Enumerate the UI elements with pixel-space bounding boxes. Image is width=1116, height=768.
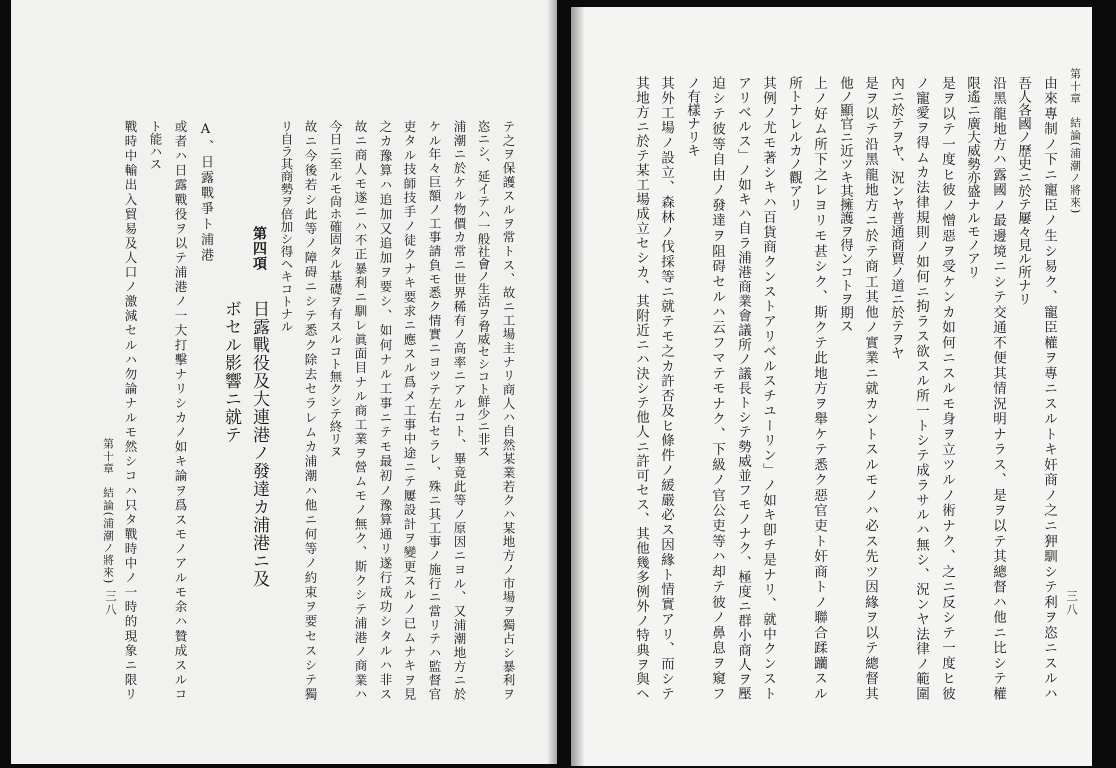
text-column: 他ノ顯官ニ近ツキ其擁護ヲ得ンコトヲ期ス — [837, 76, 853, 333]
text-column: 限遙ニ廣大威勢亦盛ナルモノアリ — [964, 76, 980, 279]
page-number: 三八 — [104, 590, 118, 617]
text-column: ノ有樣ナリキ — [684, 76, 700, 157]
text-column: 迫シテ彼等自由ノ發達ヲ阻碍セルハ云フマテモナク、下級ノ官公吏等ハ却テ彼ノ鼻息ヲ窺フ — [709, 76, 725, 700]
text-column: 其地方ニ於テ某工場成立セシカ、其附近ニハ決シテ他人ニ許可セス、其他幾多例外ノ特典ヲ與ヘ — [633, 76, 649, 700]
section-title-line: 日露戰役及大連港ノ發達カ浦港ニ及 — [249, 300, 269, 588]
text-column: 內ニ於テヲヤ、況ンヤ普通商賈ノ道ニ於テヲヤ — [888, 76, 904, 360]
text-column: 所トナレルカノ觀アリ — [786, 76, 802, 211]
text-column: ト能ハス — [148, 120, 163, 170]
text-column: 或者ハ日露戰役ヲ以テ浦港ノ一大打擊ナリシカノ如キ論ヲ爲スモノアルモ余ハ贊成スルコ — [173, 120, 188, 700]
text-column: 故ニ商人モ遂ニハ不正暴利ニ馴レ眞面目ナル商工業ヲ營ムモノ無ク、斯クシテ浦港ノ商業ハ — [353, 120, 368, 700]
text-column: 是ヲ以テ一度ヒ彼ノ憎惡ヲ受ケンカ如何ニスルモ身ヲ立ツルノ術ナク、之ニ反シテ一度ヒ彼 — [939, 76, 955, 700]
running-title: 第十章 結論(浦潮ノ將來) — [102, 438, 115, 585]
gutter-shadow — [571, 7, 585, 766]
running-title: 第十章 結論(浦潮ノ將來) — [1069, 68, 1082, 215]
text-column: 吾人各國ノ歷史ニ於テ屢々見ル所ナリ — [1015, 76, 1031, 306]
text-column: 是ヲ以テ沿黑龍地方ニ於テ商工其他ノ實業ニ就カントスルモノハ必ス先ツ因緣ヲ以テ總督其 — [862, 76, 878, 700]
text-column: 其外工場ノ設立、森林ノ伐採等ニ就テモ之カ許否及ヒ條件ノ緩嚴必ス因緣ト情實アリ、而シテ — [658, 76, 674, 700]
text-column: 恣ニシ、延イテハ一般社會ノ生活ヲ脅威セシコト鮮少ニ非ス — [476, 120, 491, 458]
text-column: 其例ノ尤モ著シキハ百貨商クンストアリベルスチユーリン」ノ如キ卽チ是ナリ、就中クンスト — [760, 76, 776, 700]
text-column: 戰時中輸出入貿易及人口ノ激減セルハ勿論ナルモ然シコハ只タ戰時中ノ一時的現象ニ限リ — [123, 120, 138, 700]
text-column: 故ニ今後若シ此等ノ障碍ニシテ悉ク除去セラレムカ浦潮ハ他ニ何等ノ約束ヲ要セスシテ獨 — [303, 120, 318, 700]
text-column: 由來專制ノ下ニ寵臣ノ生シ易ク、寵臣權ヲ專ニスルトキ奸商ノ之ニ狎馴シテ利ヲ恣ニスルハ — [1041, 76, 1057, 700]
text-column: アリベルス」ノ如キハ自ラ浦港商業會議所ノ議長トシテ勢威並フモノナク、極度ニ群小商人ヲ壓 — [735, 76, 751, 700]
text-column: リ自ラ其商勢ヲ倍加シ得ヘキコトナル — [279, 120, 294, 333]
section-title-line: ボセル影響ニ就テ — [221, 300, 241, 444]
text-column: 浦潮ニ於ケル物價カ常ニ世界稀有ノ高率ニアルコト、畢竟此等ノ原因ニヨル、又浦潮地方ニ於 — [452, 120, 467, 700]
text-column: テ之ヲ保護スルヲ常トス、故ニ工場主ナリ商人ハ自然某業若クハ某地方ノ市場ヲ獨占シ暴利ヲ — [501, 120, 516, 700]
gutter-shadow — [547, 0, 557, 764]
text-column: ノ寵愛ヲ得ムカ法律規則ノ如何ニ拘ラス欲スル所一トシテ成ラサルハ無シ、況ンヤ法律ノ範圍 — [913, 76, 929, 700]
text-column: ケル年々巨額ノ工事請負モ悉ク情實ニヨツテ左右セラレ、殊ニ其工事ノ施行ニ當リテハ監督官 — [427, 120, 442, 700]
page-number: 三八 — [1065, 590, 1079, 617]
right-page — [571, 7, 1092, 766]
text-column: 吏タル技師技手ノ徒クナキ要求ニ應スル爲メ工事中途ニテ屢設計ヲ變更スルノ已ムナキヲ見 — [402, 120, 417, 700]
left-page — [11, 0, 557, 764]
subsection-heading: A、日露戰爭ト浦港 — [198, 122, 213, 264]
text-column: 沿黑龍地方ハ露國ノ最邊境ニシテ交通不便其情況明ナラス、是ヲ以テ其總督ハ他ニ比シテ權 — [990, 76, 1006, 700]
section-number: 第四項 — [251, 226, 267, 271]
text-column: 之カ豫算ハ追加又追加ヲ要シ、如何ナル工事ニテモ最初ノ豫算通リ遂行成功シタルハ非ス — [378, 120, 393, 700]
text-column: 上ノ好ム所下之レヨリモ甚シク、斯クテ此地方ヲ舉ケテ悉ク惡官吏ト奸商トノ聯合蹂躪スル — [811, 76, 827, 700]
text-column: 今日ニ至ルモ尙ホ確固タル基礎ヲ有スルコト無クシテ終リヌ — [328, 120, 343, 458]
